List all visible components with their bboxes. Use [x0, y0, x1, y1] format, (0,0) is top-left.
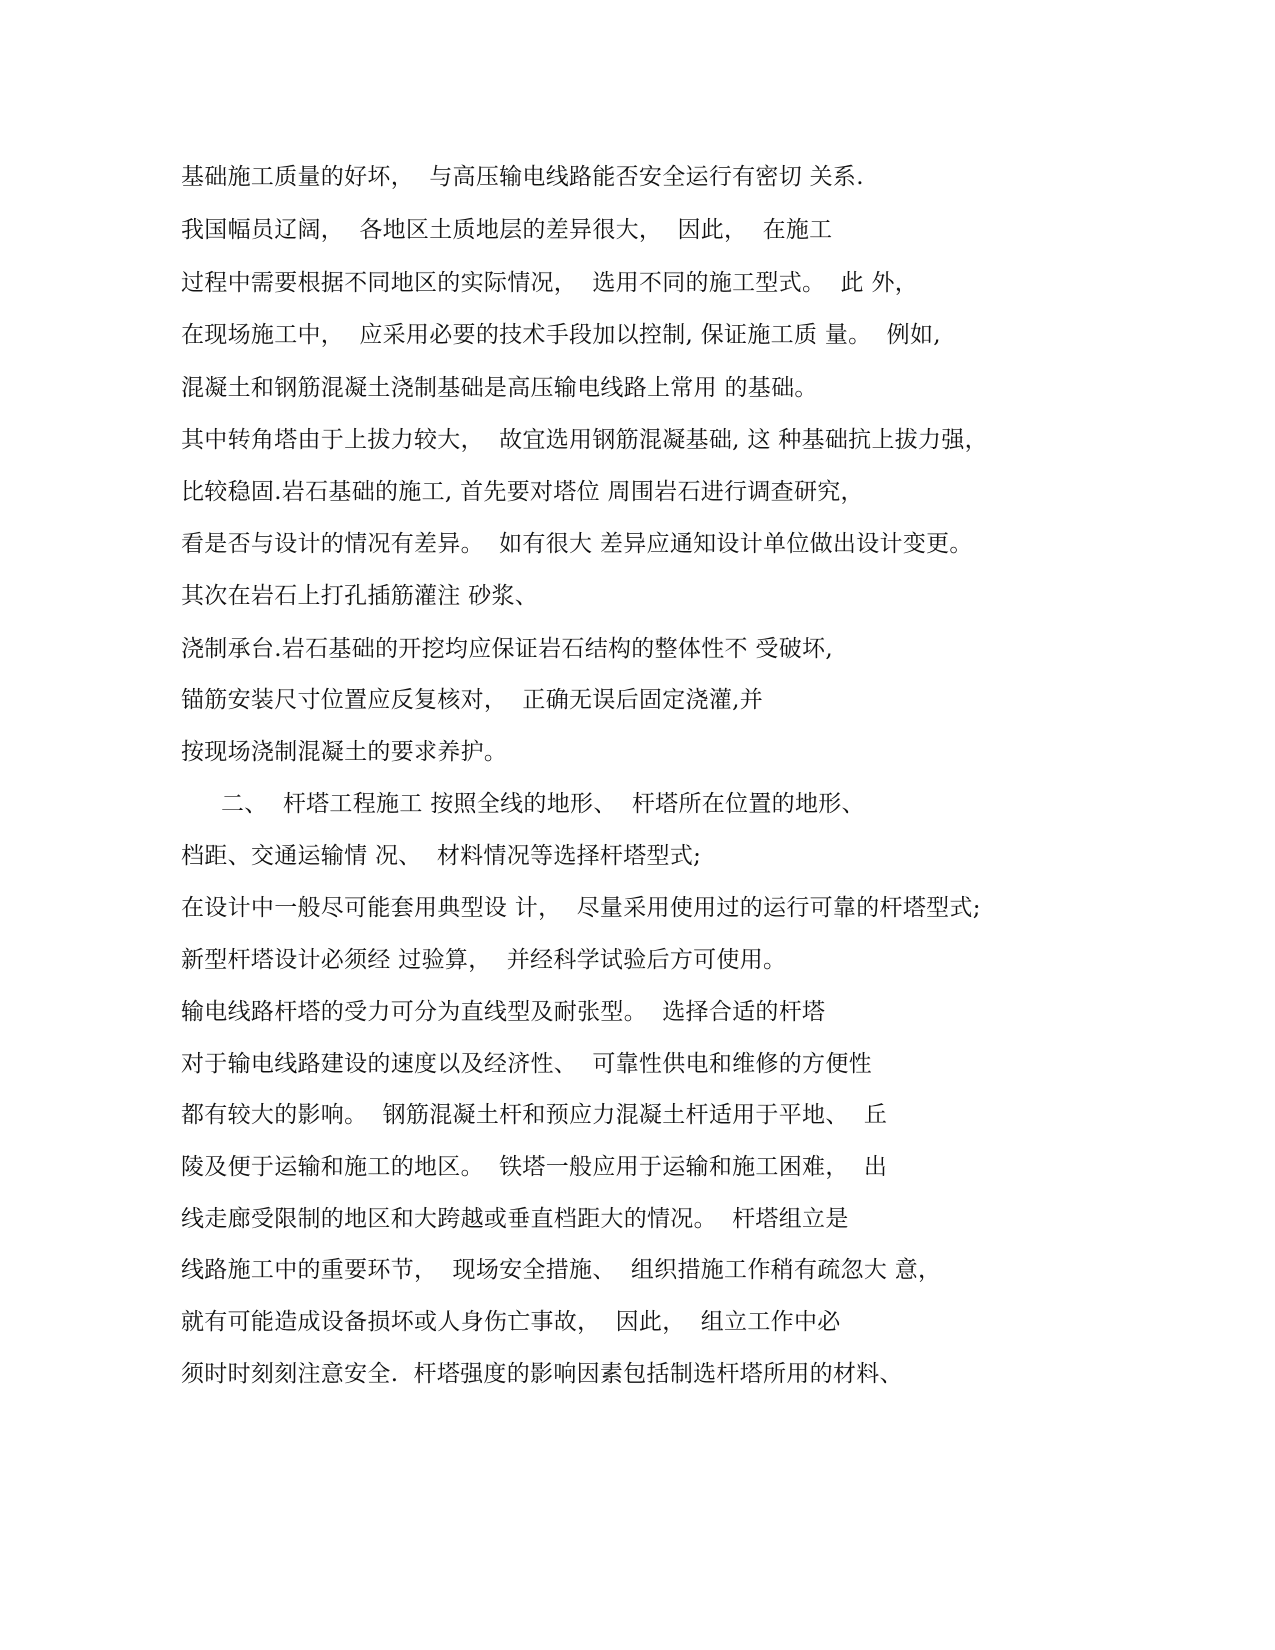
text-line: 其中转角塔由于上拔力较大， 故宜选用钢筋混凝基础, 这 种基础抗上拔力强， — [181, 427, 988, 453]
text-line: 对于输电线路建设的速度以及经济性、 可靠性供电和维修的方便性 — [181, 1051, 872, 1077]
text-line: 我国幅员辽阔， 各地区土质地层的差异很大， 因此， 在施工 — [181, 217, 833, 243]
text-line: 陵及便于运输和施工的地区。 铁塔一般应用于运输和施工困难， 出 — [181, 1154, 888, 1180]
text-line: 就有可能造成设备损坏或人身伤亡事故， 因此， 组立工作中必 — [181, 1309, 841, 1335]
text-line: 档距、交通运输情 况、 材料情况等选择杆塔型式; — [181, 843, 702, 869]
text-line: 新型杆塔设计必须经 过验算， 并经科学试验后方可使用。 — [181, 947, 787, 973]
text-line: 混凝土和钢筋混凝土浇制基础是高压输电线路上常用 的基础。 — [181, 375, 818, 401]
text-line: 在设计中一般尽可能套用典型设 计， 尽量采用使用过的运行可靠的杆塔型式; — [181, 895, 981, 921]
text-line: 过程中需要根据不同地区的实际情况， 选用不同的施工型式。 此 外， — [181, 270, 919, 296]
text-line: 其次在岩石上打孔插筋灌注 砂浆、 — [181, 583, 539, 609]
text-line: 在现场施工中， 应采用必要的技术手段加以控制, 保证施工质 量。 例如, — [181, 322, 941, 348]
text-line: 须时时刻刻注意安全. 杆塔强度的影响因素包括制选杆塔所用的材料、 — [181, 1361, 903, 1387]
text-line: 比较稳固.岩石基础的施工, 首先要对塔位 周围岩石进行调查研究， — [181, 479, 864, 505]
text-line: 线走廊受限制的地区和大跨越或垂直档距大的情况。 杆塔组立是 — [181, 1206, 849, 1232]
text-line: 输电线路杆塔的受力可分为直线型及耐张型。 选择合适的杆塔 — [181, 999, 826, 1025]
section-heading-line: 二、 杆塔工程施工 按照全线的地形、 杆塔所在位置的地形、 — [221, 791, 865, 817]
text-line: 锚筋安装尺寸位置应反复核对， 正确无误后固定浇灌,并 — [181, 687, 764, 713]
text-line: 基础施工质量的好坏， 与高压输电线路能否安全运行有密切 关系. — [181, 164, 864, 190]
text-line: 线路施工中的重要环节， 现场安全措施、 组织措施工作稍有疏忽大 意， — [181, 1257, 942, 1283]
text-line: 浇制承台.岩石基础的开挖均应保证岩石结构的整体性不 受破坏, — [181, 636, 833, 662]
text-line: 按现场浇制混凝土的要求养护。 — [181, 739, 508, 765]
text-line: 看是否与设计的情况有差异。 如有很大 差异应通知设计单位做出设计变更。 — [181, 531, 973, 557]
text-line: 都有较大的影响。 钢筋混凝土杆和预应力混凝土杆适用于平地、 丘 — [181, 1102, 888, 1128]
